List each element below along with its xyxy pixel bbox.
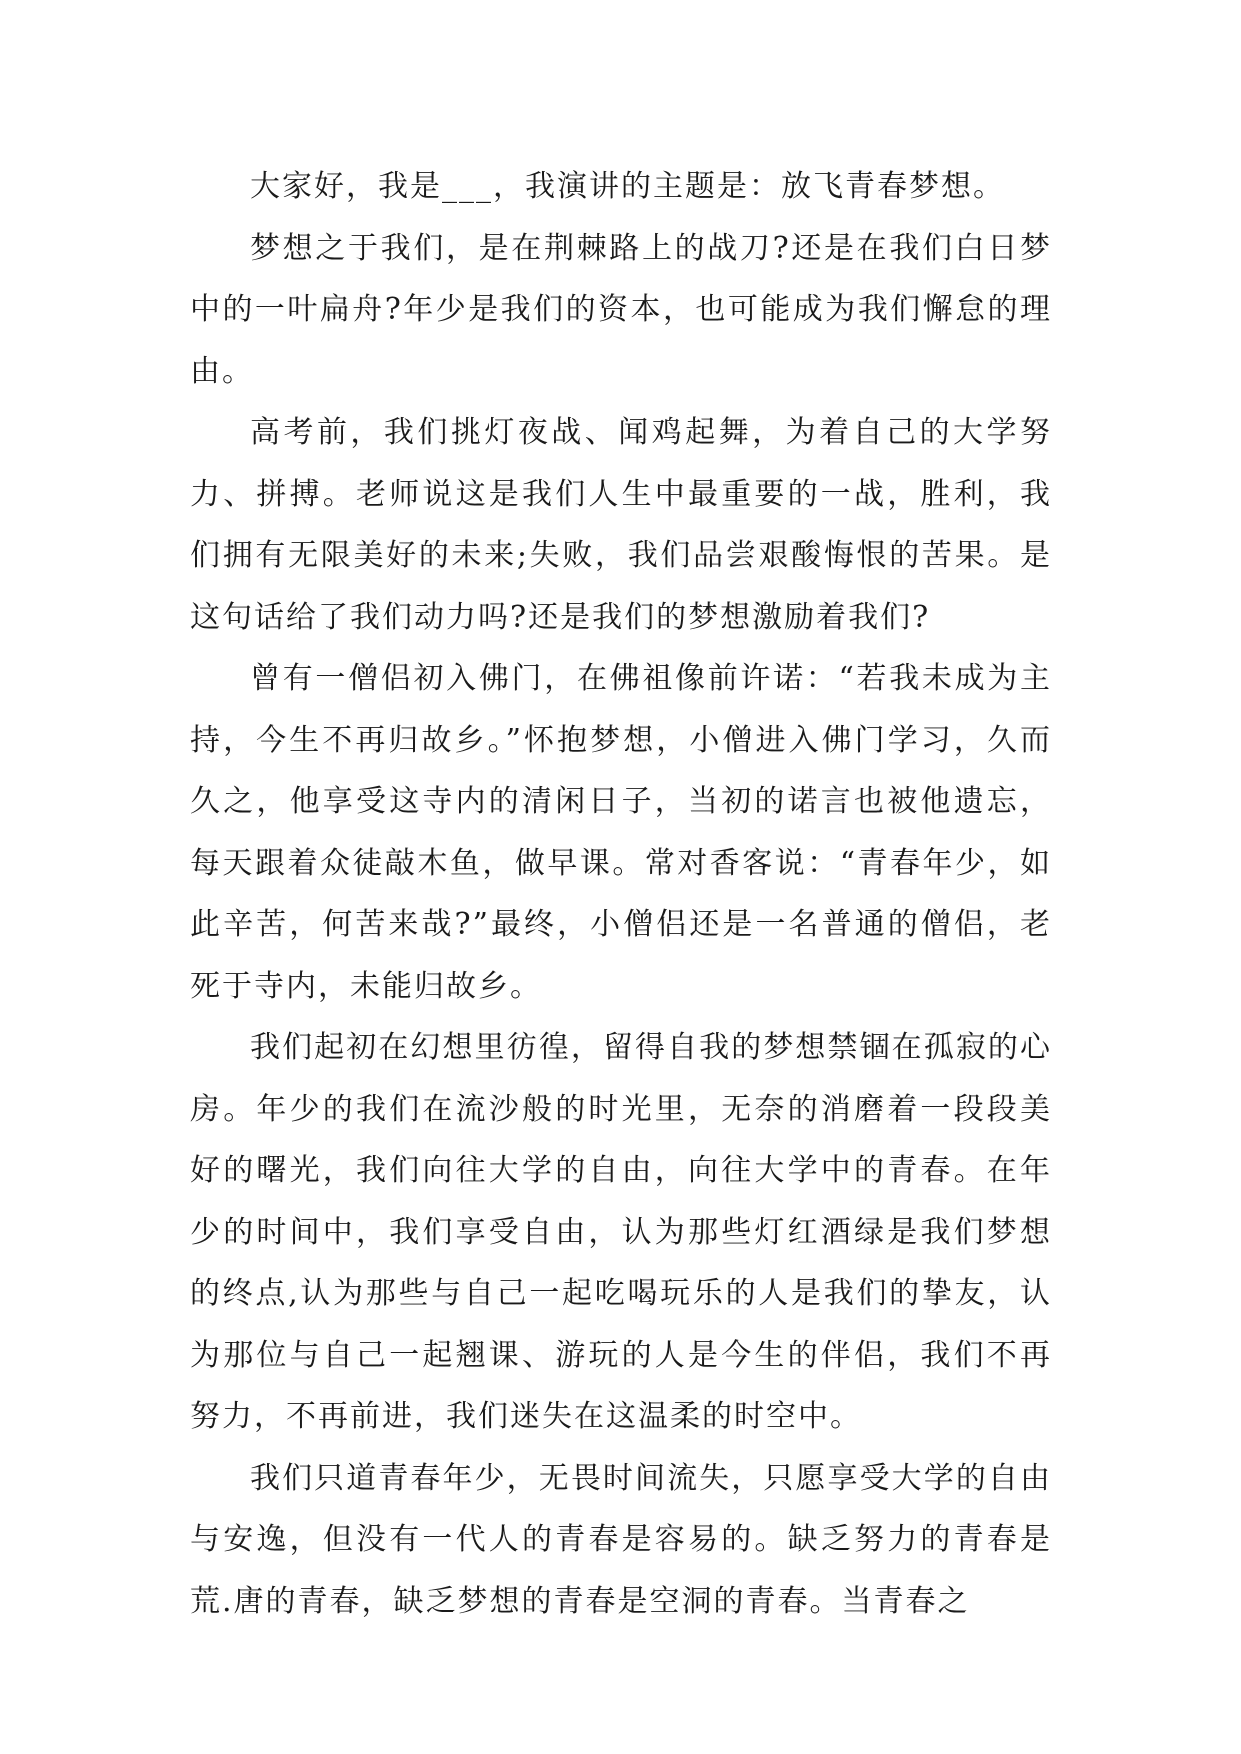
paragraph-college-exam: 高考前，我们挑灯夜战、闻鸡起舞，为着自己的大学努力、拼搏。老师说这是我们人生中最重要的一战，胜利，我们拥有无限美好的未来;失败，我们品尝艰酸悔恨的苦果。是这句话给了我们动力吗?还是我们的梦想激励着我们? <box>190 415 1052 635</box>
paragraph-greeting: 大家好，我是___，我演讲的主题是：放飞青春梦想。 <box>250 169 1005 204</box>
paragraph-monk-story: 曾有一僧侣初入佛门，在佛祖像前许诺：“若我未成为主持，今生不再归故乡。”怀抱梦想，小僧进入佛门学习，久而久之，他享受这寺内的清闲日子，当初的诺言也被他遗忘，每天跟着众徒敲木鱼，做早课。常对香客说：“青春年少，如此辛苦，何苦来哉?”最终，小僧侣还是一名普通的僧侣，老死于寺内，未能归故乡。 <box>190 661 1052 1004</box>
document-body <box>190 156 1052 1632</box>
paragraph-dream-meaning: 梦想之于我们，是在荆棘路上的战刀?还是在我们白日梦中的一叶扁舟?年少是我们的资本，也可能成为我们懈怠的理由。 <box>190 230 1052 389</box>
paragraph-wandering: 我们起初在幻想里彷徨，留得自我的梦想禁锢在孤寂的心房。年少的我们在流沙般的时光里，无奈的消磨着一段段美好的曙光，我们向往大学的自由，向往大学中的青春。在年少的时间中，我们享受自由，认为那些灯红酒绿是我们梦想的终点,认为那些与自己一起吃喝玩乐的人是我们的挚友，认为那位与自己一起翘课、游玩的人是今生的伴侣，我们不再努力，不再前进，我们迷失在这温柔的时空中。 <box>190 1030 1052 1434</box>
paragraph-youth: 我们只道青春年少，无畏时间流失，只愿享受大学的自由与安逸，但没有一代人的青春是容易的。缺乏努力的青春是荒.唐的青春，缺乏梦想的青春是空洞的青春。当青春之 <box>190 1460 1052 1619</box>
